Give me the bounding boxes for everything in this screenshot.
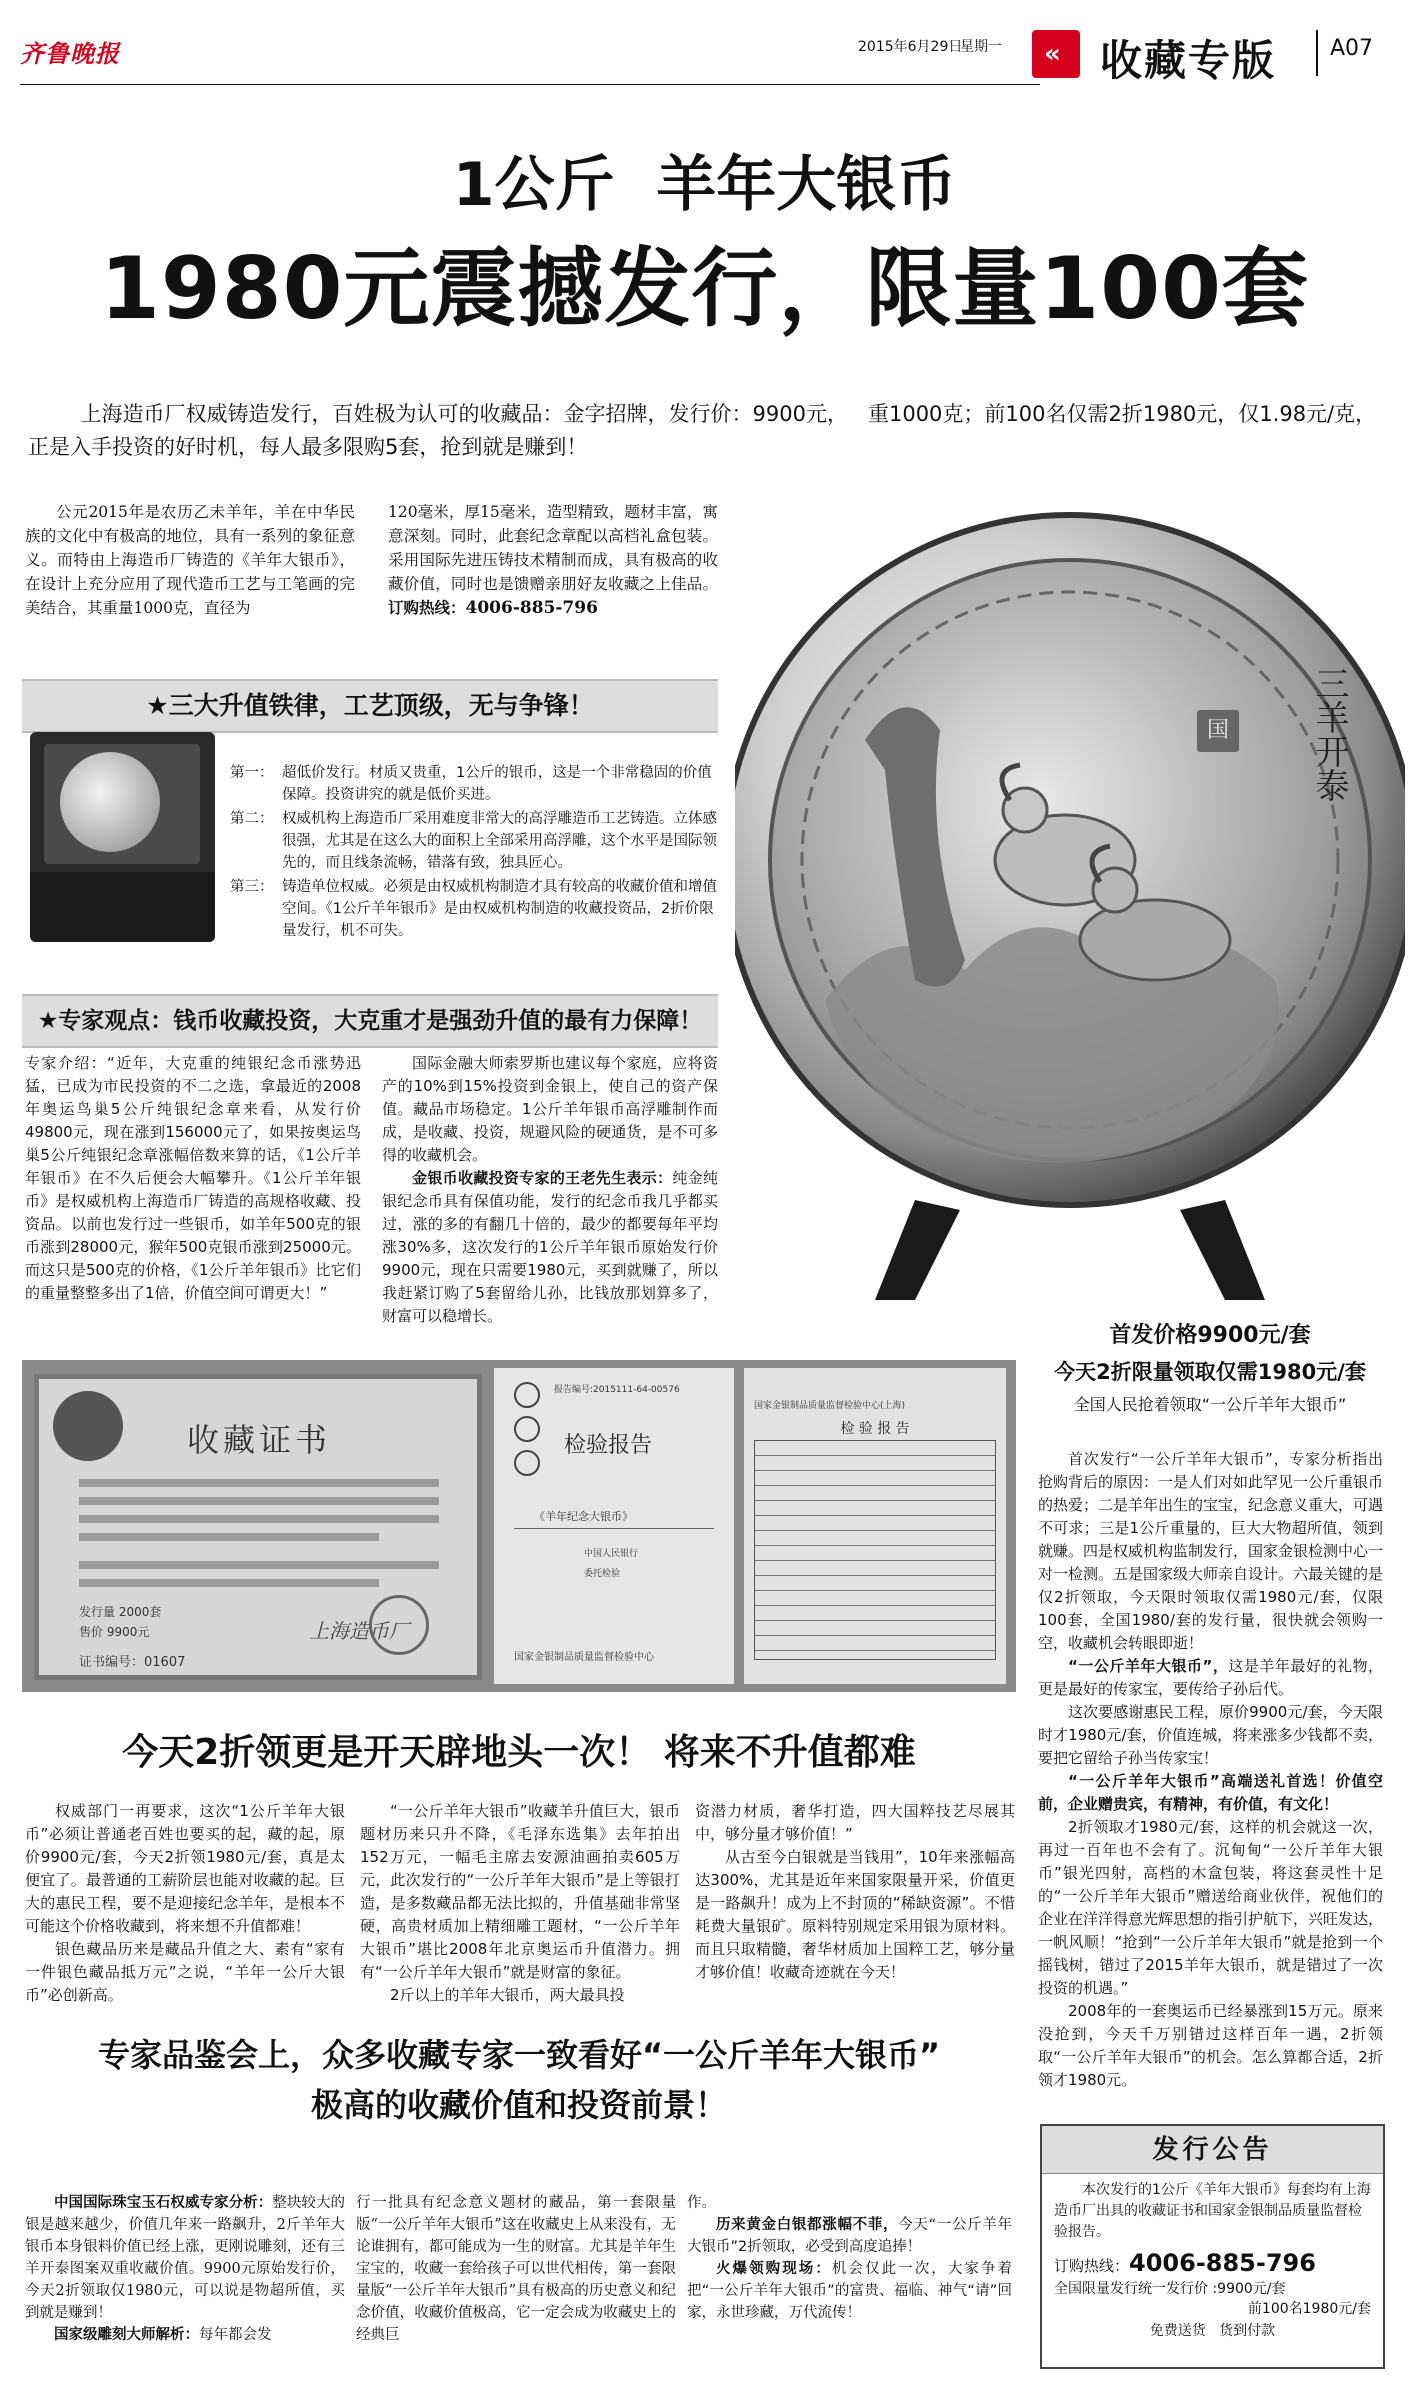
cert-number: 证书编号：01607 [79, 1655, 186, 1670]
cert-price: 售价 9900元 [79, 1625, 150, 1639]
notice-title: 发行公告 [1042, 2126, 1383, 2174]
article3-col2: 行一批具有纪念意义题材的藏品，第一套限量版“一公斤羊年大银币”这在收藏史上从来没有，无论谁拥有，都可能成为一生的财富。尤其是羊年生宝宝的，收藏一套给孩子可以世代相传，第一套限量版“一公斤羊年大银币”具有极高的历史意义和纪念价值，收藏价值极高，它一定会成为收藏史上的经典巨 [356, 2195, 676, 2343]
cert-stamp-icon [369, 1595, 429, 1655]
coin-illustration [735, 440, 1405, 1310]
headline-line1: 1公斤 羊年大银币 [452, 150, 957, 220]
inspection-document [744, 1368, 1006, 1684]
notice-offer: 前100名1980元/套 [1247, 2301, 1371, 2317]
caption-sub: 全国人民抢着领取“一公斤羊年大银币” [1073, 1395, 1347, 1414]
report-logo-icon [514, 1382, 540, 1408]
section-logo-icon: « [1032, 30, 1080, 78]
hotline-number: 4006-885-796 [465, 598, 598, 618]
report-number: 报告编号:2015111-64-00576 [554, 1385, 680, 1395]
intro-col1: 公元2015年是农历乙未羊年，羊在中华民族的文化中有极高的地位，具有一系列的象征意义。而特由上海造币厂铸造的《羊年大银币》，在设计上充分应用了现代造币工艺与工笔画的完美结合，其重量1000克，直径为 [25, 503, 355, 617]
notice-hotline: 订购热线：4006-885-796 [1054, 2249, 1316, 2277]
paper-name: 齐鲁晚报 [20, 39, 120, 68]
cert-title: 收藏证书 [186, 1421, 331, 1459]
main-headline [0, 140, 1409, 348]
article2-col2: “一公斤羊年大银币”收藏羊升值巨大，银币题材历来只升不降，《毛泽东选集》去年拍出152万元，一幅毛主席去安源油画拍卖605万元，此次发行的“一公斤羊年大银币”是上等银打造，是多数藏品都无法比拟的，升值基础非常坚硬，高贵材质加上精细雕工题材，“一公斤羊年大银币”堪比2008年北京奥运币升值潜力。拥有“一公斤羊年大银币”就是财富的象征。 2斤以上的羊年大银币，两大最具投 [360, 1802, 680, 2004]
cert-signature: 上海造币厂 [309, 1619, 409, 1643]
coin-caption [1030, 1318, 1390, 1420]
issue-notice-box [1040, 2124, 1385, 2369]
headline3 [22, 2030, 1016, 2130]
notice-price: 全国限量发行统一发行价 :9900元/套 [1054, 2281, 1286, 2297]
section1-title-band: ★三大升值铁律，工艺顶级，无与争锋！ [22, 679, 718, 733]
lead-paragraph: 上海造币厂权威铸造发行，百姓极为认可的收藏品：金字招牌，发行价：9900元， 重1000克；前100名仅需2折1980元，仅1.98元/克，正是入手投资的好时机，每人最多限购5套，抢到就是赚到！ [28, 402, 1377, 459]
headline-line2: 1980元震撼发行，限量100套 [100, 239, 1309, 339]
article3-col1: 中国国际珠宝玉石权威专家分析：整块较大的银是越来越少，价值几年来一路飙升，2斤羊年大银币本身银料价值已经上涨，更刚说雕刻，还有三羊开泰图案双重收藏价值。9900元原始发行价，今天2折领取仅1980元，可以说是物超所值，买到就是赚到！ 国家级雕刻大师解析：每年都会发 [25, 2194, 346, 2343]
page-number: A07 [1330, 36, 1374, 61]
doc-table [754, 1440, 996, 1660]
issue-date: 2015年6月29日 [858, 39, 963, 55]
report-product: 《羊年纪念大银币》 [534, 1510, 633, 1523]
list-item: 第二： 权威机构上海造币厂采用难度非常大的高浮雕造币工艺铸造。立体感很强，尤其是在这么大的面积上全部采用高浮雕，这个水平是国际领先的，而且线条流畅，错落有致，独具匠心。 [230, 811, 717, 871]
certificates-photo [22, 1360, 1016, 1692]
article3-col3: 作。 历来黄金白银都涨幅不菲，今天“一公斤羊年大银币”2折领取，必受到高度追捧！ 火爆领购现场：机会仅此一次，大家争着把“一公斤羊年大银币”的富贵、福临、神气“请”回家，永世珍藏，万代流传！ [687, 2195, 1013, 2321]
coin-motto: 三羊开泰 [1309, 666, 1349, 802]
caption-price: 首发价格9900元/套 [1109, 1323, 1311, 1348]
doc-header: 国家金银制品质量监督检验中心(上海) [754, 1401, 906, 1411]
coin-box-photo [30, 732, 215, 942]
notice-body: 本次发行的1公斤《羊年大银币》每套均有上海造币厂出具的收藏证书和国家金银制品质量监督检验报告。 [1054, 2182, 1371, 2240]
report-field1: 中国人民银行 [584, 1549, 639, 1559]
silver-coin-icon [735, 440, 1405, 1310]
masthead-rule [20, 84, 1040, 85]
intro-col2: 120毫米，厚15毫米，造型精致，题材丰富，寓意深刻。同时，此套纪念章配以高档礼盒包装。采用国际先进压铸技术精制而成，具有极高的收藏价值，同时也是馈赠亲朋好友收藏之上佳品。订购热线：4006-885-796 [388, 503, 718, 618]
hotline-label: 订购热线： [388, 598, 466, 617]
report-field2: 委托检验 [584, 1569, 621, 1579]
collection-certificate [34, 1374, 482, 1680]
report-org: 国家金银制品质量监督检验中心 [514, 1652, 654, 1663]
headline3-line2: 极高的收藏价值和投资前景！ [310, 2086, 727, 2124]
caption-offer: 今天2折限量领取仅需1980元/套 [1054, 1360, 1366, 1384]
headline2: 今天2折领更是开天辟地头一次！ 将来不升值都难 [122, 1732, 916, 1773]
list-item: 第三： 铸造单位权威。必须是由权威机构制造才具有较高的收藏价值和增值空间。《1公斤羊年银币》是由权威机构制造的收藏投资品，2折价限量发行，机不可失。 [230, 879, 717, 939]
issue-weekday: 星期一 [960, 39, 1002, 55]
section2-col1: 专家介绍：“近年，大克重的纯银纪念币涨势迅猛，已成为市民投资的不二之选，拿最近的2008年奥运鸟巢5公斤纯银纪念章来看，从发行价49800元，现在涨到156000元了，如果按奥运鸟巢5公斤纯银纪念章涨幅倍数来算的话，《1公斤羊年银币》在不久后便会大幅攀升。《1公斤羊年银币》是权威机构上海造币厂铸造的高规格收藏、投资品。以前也发行过一些银币，如羊年500克的银币涨到28000元，猴年500克银币涨到25000元。而这只是500克的价格，《1公斤羊年银币》比它们的重量整整多出了1倍，价值空间可谓更大！” [25, 1054, 361, 1302]
section2-col2: 国际金融大师索罗斯也建议每个家庭，应将资产的10%到15%投资到金银上，使自己的资产保值。藏品市场稳定。1公斤羊年银币高浮雕制作而成，是收藏、投资，规避风险的硬通货，是不可多得的收藏机会。 金银币收藏投资专家的王老先生表示：纯金纯银纪念币具有保值功能，发行的纪念币我几乎都买过，涨的多的有翻几十倍的，最少的都要每年平均涨30%多，这次发行的1公斤羊年银币原始发行价9900元，现在只需要1980元，买到就赚了，所以我赶紧订购了5套留给儿孙，比钱放那划算多了，财富可以稳增长。 [382, 1054, 718, 1325]
article2-col1: 权威部门一再要求，这次“1公斤羊年大银币”必须让普通老百姓也要买的起，藏的起，原价9900元/套，今天2折领1980元/套，真是太便宜了。最普通的工薪阶层也能对收藏的起。巨大的惠民工程，要不是迎接纪念羊年，是根本不可能这个价格收藏到，将来想不升值都难！ 银色藏品历来是藏品升值之大、素有“家有一件银色藏品抵万元”之说，“羊年一公斤大银币”必创新高。 [25, 1802, 345, 2004]
section1-list [230, 762, 720, 942]
cert-issue: 发行量 2000套 [79, 1605, 162, 1619]
article2-col3: 资潜力材质，奢华打造，四大国粹技艺尽展其中，够分量才够价值！” 从古至今白银就是当钱用”，10年来涨幅高达300%，尤其是近年来国家限量开采，价值更是一路飙升！成为上不封顶的“稀缺资源”。不惜耗费大量银矿。原料特别规定采用银为原材料。而且只取精髓，奢华材质加上国粹工艺，够分量才够价值！收藏奇迹就在今天！ [695, 1802, 1015, 1981]
coin-seal-text: 国 [1206, 718, 1229, 743]
inspection-report [494, 1368, 734, 1684]
masthead [0, 0, 1409, 100]
header-divider [1316, 30, 1318, 76]
section2-title-band: ★专家观点：钱币收藏投资，大克重才是强劲升值的最有力保障！ [22, 994, 718, 1048]
notice-footer: 免费送货 货到付款 [1149, 2323, 1276, 2339]
right-column: 首次发行“一公斤羊年大银币”，专家分析指出抢购背后的原因：一是人们对如此罕见一公斤重银币的热爱；二是羊年出生的宝宝，纪念意义重大，可遇不可求；三是1公斤重量的，巨大大物超所值，领到就赚。四是权威机构监制发行，国家金银检测中心一对一检测。五是国家级大师亲自设计。六最关键的是仅2折领取，今天限时领取仅需1980元/套，仅限100套，全国1980/套的发行量，很快就会领购一空，收藏机会转眼即逝！ “一公斤羊年大银币”，这是羊年最好的礼物，更是最好的传家宝，要传给子孙后代。 这次要感谢惠民工程，原价9900元/套，今天限时才1980元/套，价值连城，将来涨多少钱都不卖，要把它留给子孙当传家宝！ “一公斤羊年大银币”高端送礼首选！价值空前，企业赠贵宾，有精神，有价值，有文化！ 2折领取才1980元/套，这样的机会就这一次，再过一百年也不会有了。沉甸甸“一公斤羊年大银币”银光四射，高档的木盒包装，将这套灵性十足的“一公斤羊年大银币”赠送给商业伙伴，祝他们的企业在洋洋得意光辉思想的指引护航下，兴旺发达，一帆风顺！“抢到“一公斤羊年大银币”就是抢到一个摇钱树，错过了2015羊年大银币，就是错过了一次投资的机遇。” 2008年的一套奥运币已经暴涨到15万元。原来没抢到，今天千万别错过这样百年一遇，2折领取“一公斤羊年大银币”的机会。怎么算都合适，2折领才1980元。 [1038, 1450, 1384, 2089]
section-name: 收藏专版 [1100, 36, 1277, 85]
headline3-line1: 专家品鉴会上，众多收藏专家一致看好“一公斤羊年大银币” [97, 2036, 941, 2074]
list-item: 第一： 超低价发行。材质又贵重，1公斤的银币，这是一个非常稳固的价值保障。投资讲究的就是低价买进。 [230, 765, 712, 803]
boxed-coin-icon [60, 752, 160, 852]
doc-title: 检 验 报 告 [840, 1421, 910, 1437]
report-title: 检验报告 [564, 1433, 653, 1458]
